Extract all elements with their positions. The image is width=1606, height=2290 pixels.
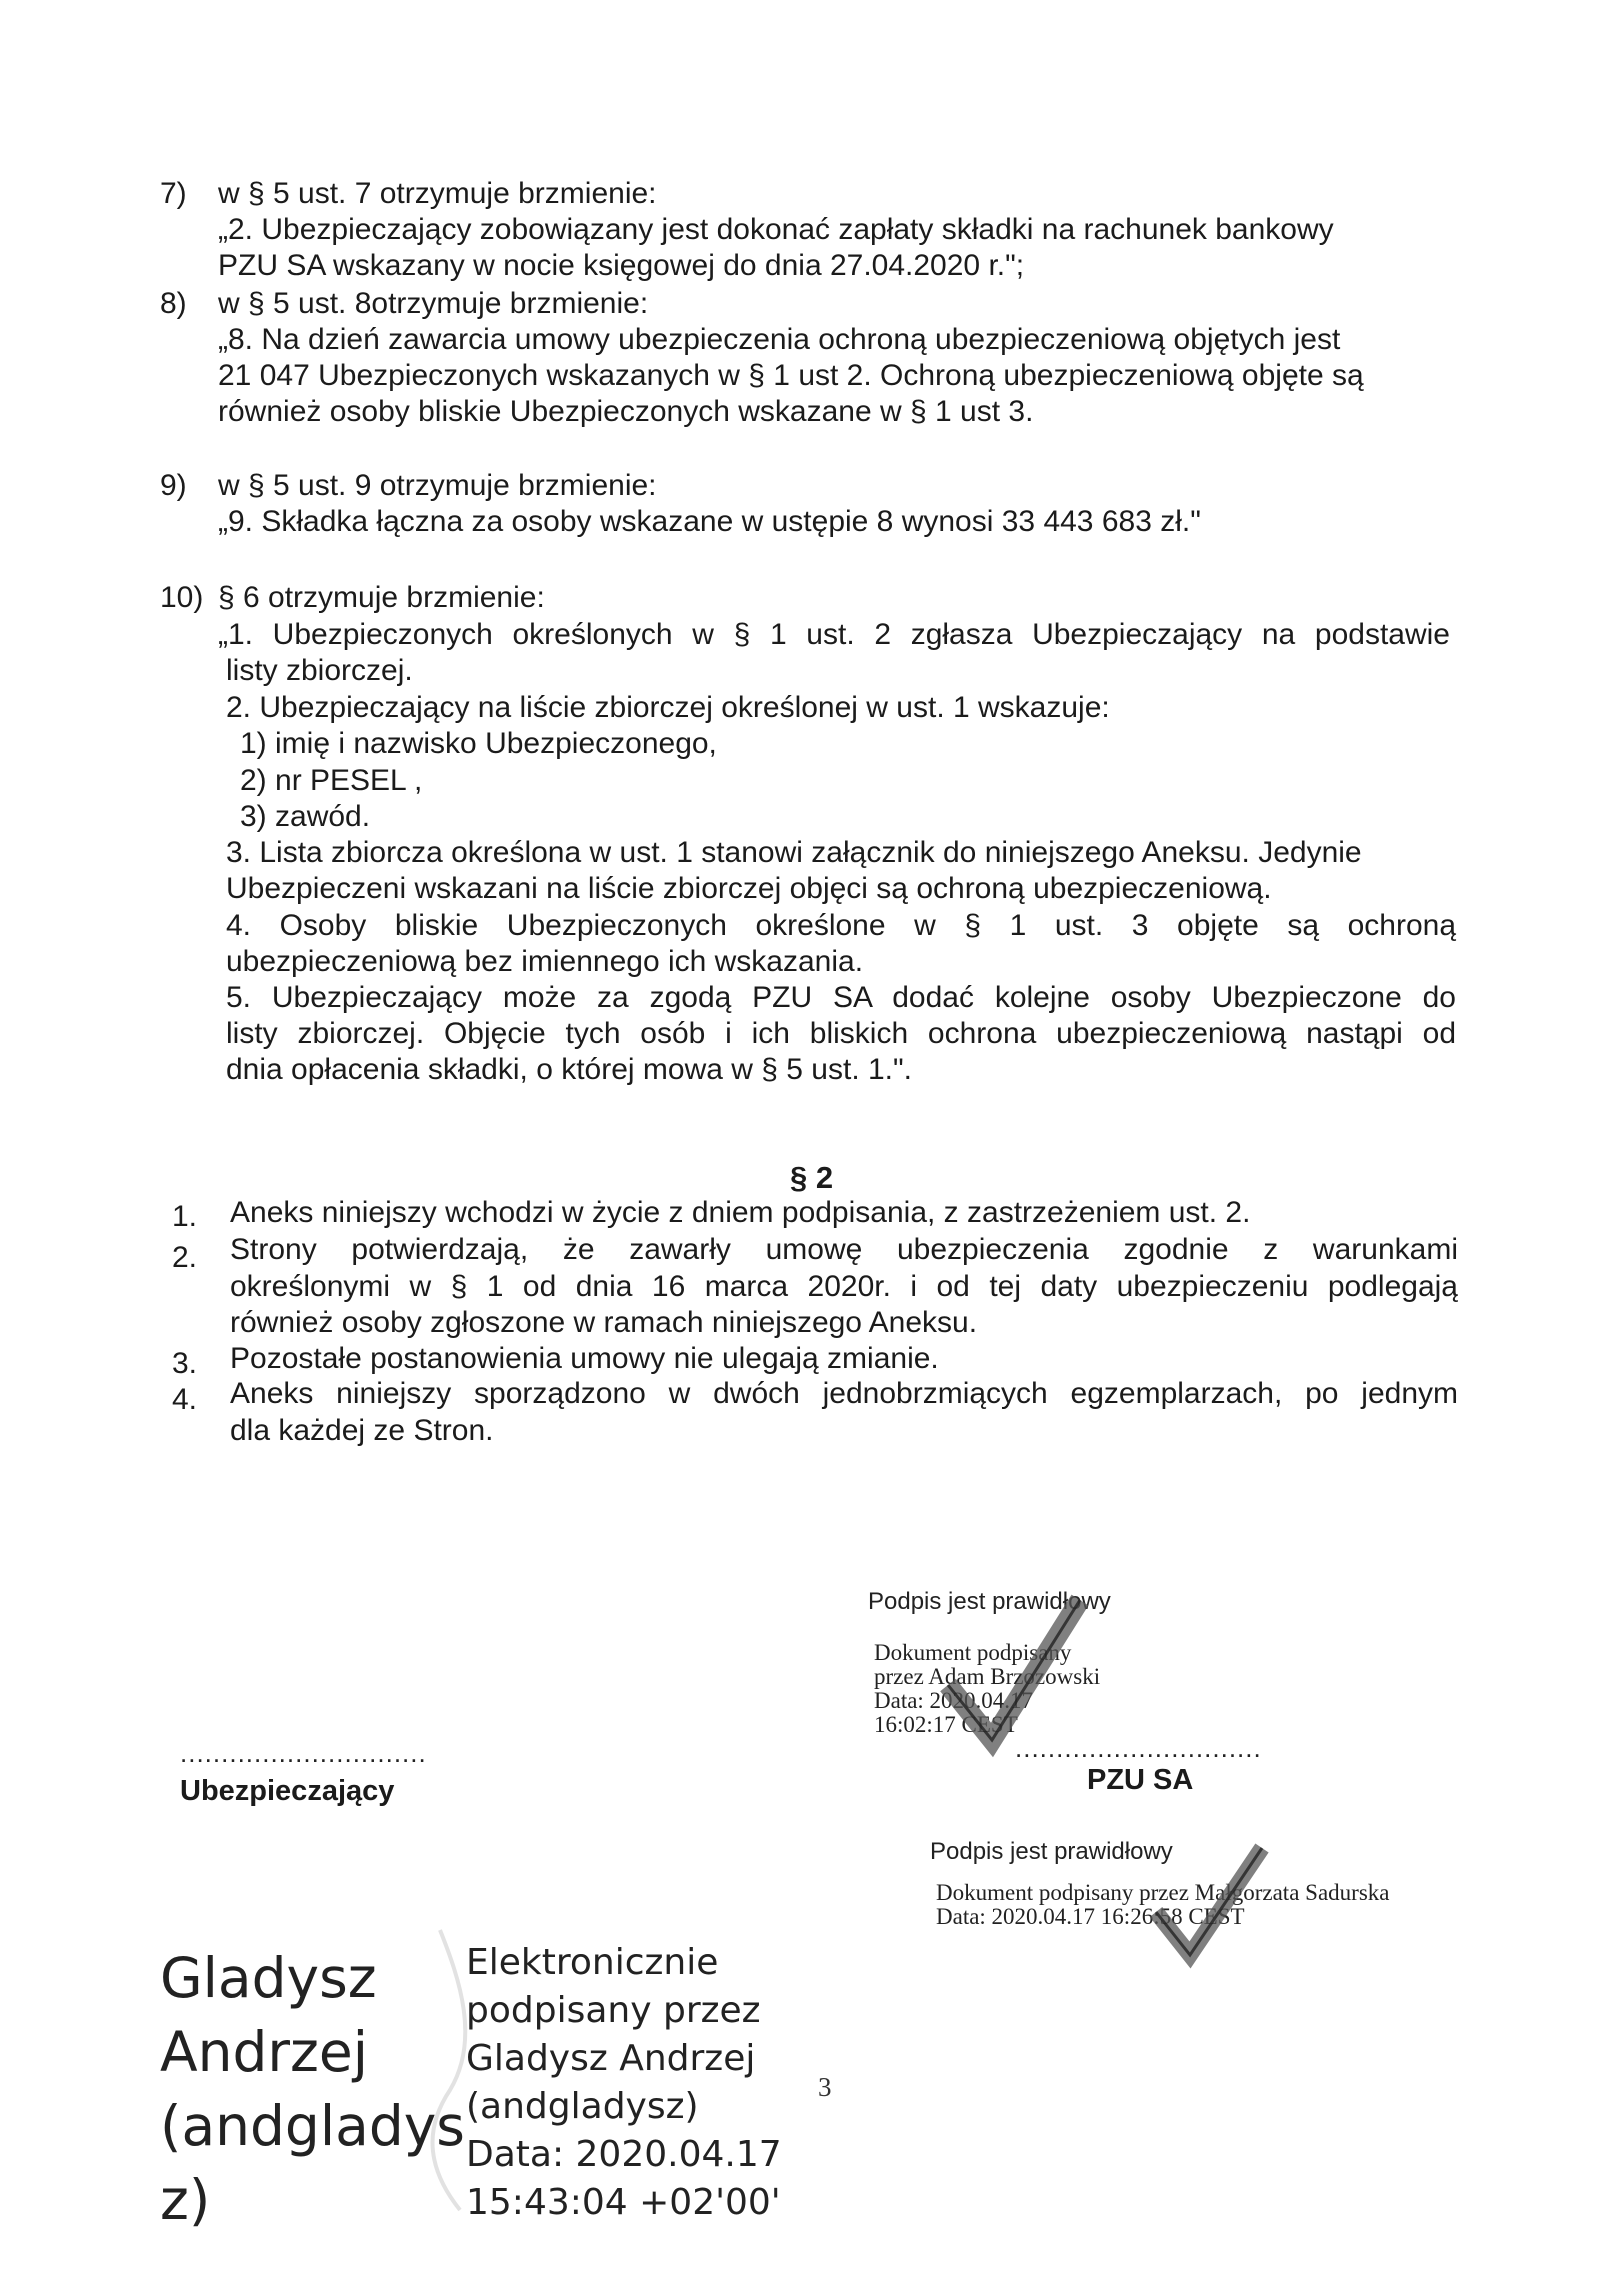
item-text-line: „1. Ubezpieczonych określonych w § 1 ust. 2 zgłasza Ubezpieczający na podstawie [218,618,1450,651]
item-text-line: „2. Ubezpieczający zobowiązany jest dokonać zapłaty składki na rachunek bankowy [218,213,1334,246]
paragraph-line: Pozostałe postanowienia umowy nie ulegają zmianie. [230,1342,939,1375]
paragraph-number: 3. [172,1347,198,1380]
item-text-line: 2. Ubezpieczający na liście zbiorczej określonej w ust. 1 wskazuje: [226,691,1110,724]
signature-detail-line: (andgladysz) [466,2086,699,2127]
item-heading: w § 5 ust. 9 otrzymuje brzmienie: [218,469,657,502]
paragraph-line: dla każdej ze Stron. [230,1414,494,1447]
item-heading: w § 5 ust. 8otrzymuje brzmienie: [218,287,649,320]
signature-detail-line: Elektronicznie [466,1942,719,1983]
item-text-line: „9. Składka łączna za osoby wskazane w ustępie 8 wynosi 33 443 683 zł." [218,505,1201,538]
item-text-line: Ubezpieczeni wskazani na liście zbiorczej objęci są ochroną ubezpieczeniową. [226,872,1272,905]
item-text-line: „8. Na dzień zawarcia umowy ubezpieczenia ochroną ubezpieczeniową objętych jest [218,323,1341,356]
item-text-line: 21 047 Ubezpieczonych wskazanych w § 1 ust 2. Ochroną ubezpieczeniową objęte są [218,359,1364,392]
signature-label-right: PZU SA [1087,1764,1194,1796]
signature-detail-line: podpisany przez [466,1990,761,2031]
checkmark-icon [1150,1840,1270,1970]
page-number: 3 [818,2072,832,2102]
paragraph-line: określonymi w § 1 od dnia 16 marca 2020r. i od tej daty ubezpieczeniu podlegają [230,1270,1458,1303]
item-text-line: dnia opłacenia składki, o której mowa w § 5 ust. 1.". [226,1053,913,1086]
signature-status: Podpis jest prawidłowy [930,1838,1173,1865]
sub-item: 2) nr PESEL , [240,764,423,797]
paragraph-number: 2. [172,1241,198,1274]
item-text-line: PZU SA wskazany w nocie księgowej do dnia 27.04.2020 r."; [218,249,1025,282]
sub-item: 3) zawód. [240,800,371,833]
paragraph-number: 1. [172,1200,198,1233]
item-text-line: 3. Lista zbiorcza określona w ust. 1 stanowi załącznik do niniejszego Aneksu. Jedynie [226,836,1362,869]
signature-line: Data: 2020.04.17 16:26:58 CEST [936,1904,1245,1929]
item-number: 7) [160,177,187,210]
item-text-line: ubezpieczeniową bez imiennego ich wskazania. [226,945,864,978]
signature-detail-line: Gladysz Andrzej [466,2038,756,2079]
signer-name-line: (andgladys [160,2094,465,2158]
signer-name-line: z) [160,2168,211,2232]
signature-line-right: .............................. [1015,1733,1262,1763]
signature-line-left: .............................. [180,1738,427,1768]
paragraph-line: również osoby zgłoszone w ramach niniejszego Aneksu. [230,1306,978,1339]
item-text-line: listy zbiorczej. Objęcie tych osób i ich bliskich ochrona ubezpieczeniową nastąpi od [226,1017,1456,1050]
paragraph-line: Strony potwierdzają, że zawarły umowę ubezpieczenia zgodnie z warunkami [230,1233,1458,1266]
item-text-line: 4. Osoby bliskie Ubezpieczonych określone w § 1 ust. 3 objęte są ochroną [226,909,1456,942]
paragraph-number: 4. [172,1383,198,1416]
signature-line: Dokument podpisany [874,1640,1072,1665]
item-text-line: listy zbiorczej. [226,654,413,687]
signature-label-left: Ubezpieczający [180,1775,395,1807]
item-heading: § 6 otrzymuje brzmienie: [218,581,545,614]
item-number: 10) [160,581,204,614]
item-text-line: również osoby bliskie Ubezpieczonych wskazane w § 1 ust 3. [218,395,1034,428]
signer-name-line: Andrzej [160,2020,368,2084]
signature-detail-line: Data: 2020.04.17 [466,2134,782,2175]
item-text-line: 5. Ubezpieczający może za zgodą PZU SA dodać kolejne osoby Ubezpieczone do [226,981,1456,1014]
signature-line: Dokument podpisany przez Małgorzata Sadurska [936,1880,1390,1905]
item-heading: w § 5 ust. 7 otrzymuje brzmienie: [218,177,657,210]
signature-line: 16:02:17 CEST [874,1712,1018,1737]
signature-status: Podpis jest prawidłowy [868,1588,1111,1615]
signer-name-line: Gladysz [160,1946,377,2010]
signature-line: przez Adam Brzozowski [874,1664,1101,1689]
sub-item: 1) imię i nazwisko Ubezpieczonego, [240,727,717,760]
item-number: 8) [160,287,187,320]
paragraph-line: Aneks niniejszy sporządzono w dwóch jednobrzmiących egzemplarzach, po jednym [230,1377,1458,1410]
signature-line: Data: 2020.04.17 [874,1688,1034,1713]
signature-detail-line: 15:43:04 +02'00' [466,2182,781,2223]
paragraph-line: Aneks niniejszy wchodzi w życie z dniem podpisania, z zastrzeżeniem ust. 2. [230,1196,1251,1229]
section-heading: § 2 [790,1160,834,1195]
item-number: 9) [160,469,187,502]
